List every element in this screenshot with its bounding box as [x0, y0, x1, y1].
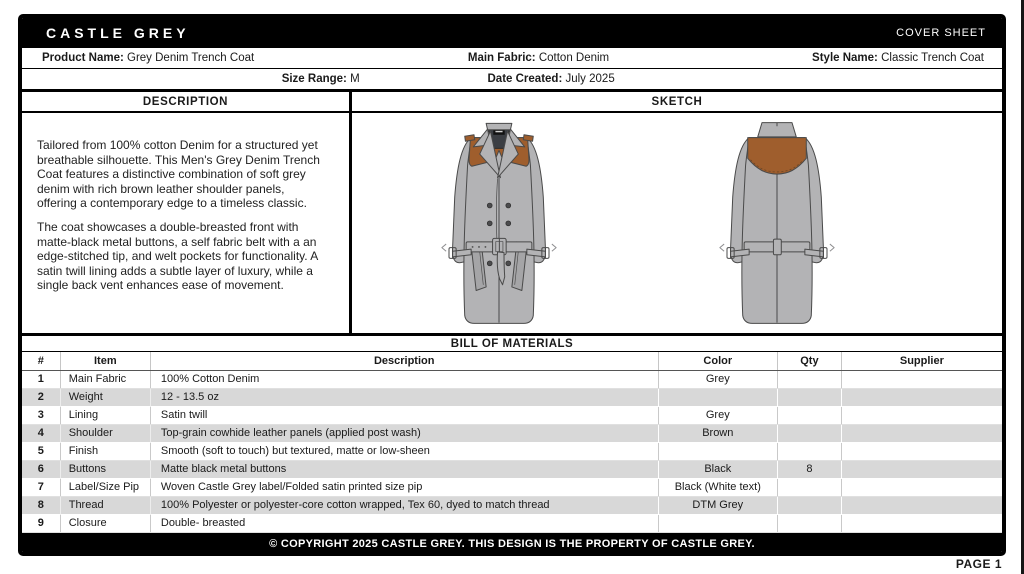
- size-range-label: Size Range:: [281, 73, 347, 85]
- sketch-header: SKETCH: [352, 92, 1002, 113]
- cell-item: Finish: [60, 442, 150, 460]
- description-column: [22, 92, 352, 333]
- cell-color: [658, 442, 778, 460]
- sketch-column: [352, 92, 1002, 333]
- cell-desc: 100% Cotton Denim: [150, 370, 658, 388]
- cell-num: 9: [22, 514, 60, 532]
- cell-item: Main Fabric: [60, 370, 150, 388]
- coat-front-sketch: [424, 118, 574, 333]
- style-name-value: Classic Trench Coat: [881, 52, 984, 64]
- date-created-value: July 2025: [565, 73, 615, 85]
- cell-supplier: [841, 406, 1002, 424]
- coat-back-sketch: [702, 118, 852, 333]
- cell-num: 2: [22, 388, 60, 406]
- cover-sheet: [18, 14, 1006, 556]
- description-paragraph: The coat showcases a double-breasted front with matte-black metal buttons, a self fabric belt with a an edge-stitched tip, and welt pockets for functionality. A satin twill lining adds a subtle layer of luxury, while a single back vent enhances ease of movement.: [37, 219, 318, 293]
- coat-button: [487, 221, 492, 226]
- cell-supplier: [841, 514, 1002, 532]
- cell-supplier: [841, 478, 1002, 496]
- cell-qty: 8: [806, 462, 813, 475]
- description-header: DESCRIPTION: [22, 92, 349, 113]
- column-header-num: #: [22, 352, 60, 370]
- cell-color: [658, 388, 778, 406]
- cell-item: Label/Size Pip: [60, 478, 150, 496]
- cell-desc: Top-grain cowhide leather panels (applied post wash): [160, 426, 421, 439]
- coat-button: [487, 261, 492, 266]
- cell-qty: [778, 478, 842, 496]
- cell-qty: [778, 424, 842, 442]
- table-row: [22, 514, 1002, 532]
- cell-desc: 12 - 13.5 oz: [160, 390, 219, 403]
- main-fabric-label: Main Fabric:: [467, 52, 536, 64]
- cell-qty: [778, 496, 842, 514]
- cell-desc: Double- breasted: [150, 514, 658, 532]
- table-row: [22, 388, 1002, 406]
- table-row: [22, 442, 1002, 460]
- table-row: [22, 496, 1002, 514]
- bom-title: BILL OF MATERIALS: [22, 333, 1002, 352]
- cell-num: 8: [22, 496, 60, 514]
- cell-color: [658, 514, 778, 532]
- cell-desc: Smooth (soft to touch) but textured, matte or low-sheen: [150, 442, 658, 460]
- cell-num: 3: [22, 406, 60, 424]
- column-header-item: Item: [60, 352, 150, 370]
- coat-button: [487, 203, 492, 208]
- product-name-field: [42, 52, 254, 64]
- bom-table: [22, 352, 1002, 533]
- cell-color: Brown: [702, 426, 734, 439]
- belt-hole: [472, 246, 474, 248]
- cell-qty: [778, 370, 842, 388]
- copyright-bar: © COPYRIGHT 2025 CASTLE GREY. THIS DESIGN IS THE PROPERTY OF CASTLE GREY.: [22, 533, 1002, 555]
- cell-supplier: [841, 460, 1002, 478]
- cell-color: DTM Grey: [692, 498, 744, 511]
- side-notch: [720, 244, 724, 251]
- size-range-field: [282, 73, 360, 85]
- cell-desc: Woven Castle Grey label/Folded satin printed size pip: [150, 478, 658, 496]
- date-created-label: Date Created:: [487, 73, 563, 85]
- cell-qty: [778, 406, 842, 424]
- main-section: [22, 89, 1002, 333]
- column-header-qty: Qty: [778, 352, 842, 370]
- cell-item: Closure: [60, 514, 150, 532]
- cell-qty: [778, 388, 842, 406]
- cell-color: Black (White text): [658, 478, 778, 496]
- cell-supplier: [841, 424, 1002, 442]
- cell-supplier: [841, 496, 1002, 514]
- front-left-epaulette: [465, 135, 475, 141]
- side-notch: [442, 244, 446, 251]
- style-name-label: Style Name:: [812, 52, 878, 64]
- sketch-area: [352, 113, 1002, 333]
- table-row: [22, 370, 1002, 388]
- product-name-value: Grey Denim Trench Coat: [127, 52, 255, 64]
- cell-desc: Matte black metal buttons: [160, 462, 287, 475]
- back-belt-loop: [773, 239, 781, 255]
- brand-name: CASTLE GREY: [46, 25, 190, 41]
- cell-num: 1: [22, 370, 60, 388]
- table-row: [22, 406, 1002, 424]
- cell-num: 5: [22, 442, 60, 460]
- table-row: [22, 478, 1002, 496]
- page-number: PAGE 1: [955, 557, 1002, 571]
- coat-button: [506, 261, 511, 266]
- column-header-desc: Description: [150, 352, 658, 370]
- cell-num: 4: [22, 424, 60, 442]
- cell-item: Thread: [60, 496, 150, 514]
- size-date-row: [22, 69, 1002, 89]
- style-name-field: [812, 52, 984, 64]
- cell-num: 6: [22, 460, 60, 478]
- cell-color: Grey: [658, 370, 778, 388]
- cell-num: 7: [22, 478, 60, 496]
- column-header-color: Color: [658, 352, 778, 370]
- cell-desc: 100% Polyester or polyester-core cotton wrapped, Tex 60, dyed to match thread: [160, 498, 550, 511]
- cell-item: Shoulder: [60, 424, 150, 442]
- cell-supplier: [841, 442, 1002, 460]
- belt-hole: [485, 246, 487, 248]
- cell-color: Black: [704, 462, 732, 475]
- cell-qty: [778, 514, 842, 532]
- product-name-label: Product Name:: [42, 52, 124, 64]
- cell-item: Weight: [60, 388, 150, 406]
- main-fabric-value: Cotton Denim: [538, 52, 610, 64]
- cell-item: Buttons: [60, 460, 150, 478]
- brand-label-text: [495, 131, 502, 132]
- date-created-field: [488, 73, 615, 85]
- sheet-type-label: COVER SHEET: [896, 27, 986, 39]
- cell-color: Grey: [658, 406, 778, 424]
- front-right-epaulette: [523, 135, 533, 141]
- side-notch: [552, 244, 556, 251]
- coat-button: [506, 203, 511, 208]
- table-row: [22, 424, 1002, 442]
- main-fabric-field: [468, 52, 609, 64]
- description-paragraph: Tailored from 100% cotton Denim for a structured yet breathable silhouette. This Men's Grey Denim Trench Coat features a distinctive combination of soft grey denim with rich brown leather shoulder panels, offering a contemporary edge to a timeless classic.: [37, 138, 320, 211]
- size-range-value: M: [350, 73, 360, 85]
- table-row: [22, 460, 1002, 478]
- cell-desc: Satin twill: [150, 406, 658, 424]
- cell-supplier: [841, 370, 1002, 388]
- description-text: [22, 113, 349, 293]
- bom-table-header: [22, 352, 1002, 370]
- side-notch: [830, 244, 834, 251]
- coat-button: [506, 221, 511, 226]
- cell-supplier: [841, 388, 1002, 406]
- belt-hole: [478, 246, 480, 248]
- title-bar: [22, 18, 1002, 48]
- front-collar-band: [486, 123, 512, 129]
- cell-qty: [778, 442, 842, 460]
- cell-item: Lining: [60, 406, 150, 424]
- column-header-supplier: Supplier: [841, 352, 1002, 370]
- product-info-row: [22, 48, 1002, 69]
